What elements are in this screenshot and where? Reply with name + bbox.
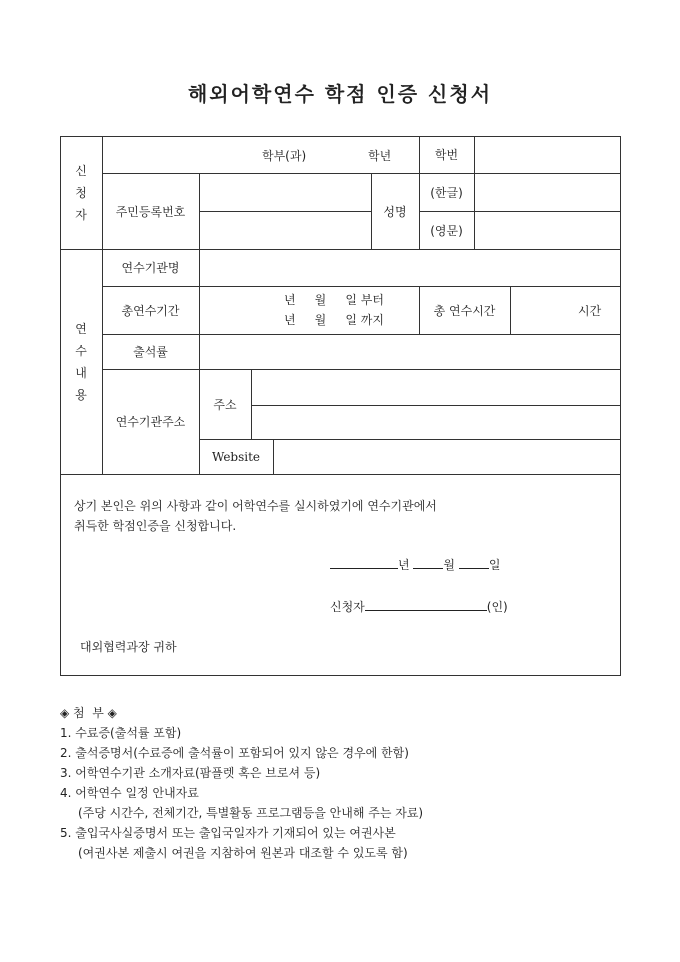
label-char: 내 <box>75 365 87 380</box>
attachment-item-note: (여권사본 제출시 여권을 지참하여 원본과 대조할 수 있도록 함) <box>78 846 408 860</box>
statement-line-2: 취득한 학점인증을 신청합니다. <box>74 519 237 533</box>
attendance-label: 출석률 <box>133 345 168 359</box>
recipient: 대외협력과장 귀하 <box>80 640 177 654</box>
resident-no-label: 주민등록번호 <box>115 204 186 219</box>
institution-name-label: 연수기관명 <box>121 261 180 275</box>
student-no-label: 학번 <box>434 148 459 162</box>
page-title: 해외어학연수 학점 인증 신청서 <box>187 82 493 106</box>
institution-name-field[interactable] <box>200 250 620 286</box>
label-char: 청 <box>75 185 87 200</box>
hours-unit: 시간 <box>578 304 602 318</box>
label-char: 자 <box>75 207 87 222</box>
day-text: 일 <box>488 558 501 572</box>
month-blank[interactable] <box>413 556 443 569</box>
student-no-field[interactable] <box>475 137 620 173</box>
website-field[interactable] <box>274 440 620 474</box>
total-period-label: 총연수기간 <box>121 303 180 318</box>
year-blank[interactable] <box>330 556 398 569</box>
attendance-field[interactable] <box>200 335 620 369</box>
label-char: 신 <box>75 163 87 178</box>
statement-line-1: 상기 본인은 위의 사항과 같이 어학연수를 실시하였기에 연수기관에서 <box>74 499 437 513</box>
label-char: 수 <box>75 343 87 358</box>
address-field-2[interactable] <box>252 406 620 439</box>
website-label: Website <box>211 449 261 464</box>
year-label: 학년 <box>368 149 392 163</box>
signature-blank[interactable] <box>365 598 487 611</box>
resident-no-field-1[interactable] <box>200 174 371 211</box>
divider <box>60 474 620 475</box>
seal-text: (인) <box>486 600 508 614</box>
label-char: 용 <box>75 387 87 402</box>
resident-no-field-2[interactable] <box>200 212 371 249</box>
signature-line <box>330 598 508 615</box>
name-english-field[interactable] <box>475 212 620 249</box>
date-line <box>330 556 500 573</box>
period-to[interactable]: 년 월 일 까지 <box>284 313 384 327</box>
divider <box>60 675 621 676</box>
address-label: 주소 <box>213 397 237 412</box>
label-char: 연 <box>75 321 87 336</box>
name-english-label: (영문) <box>430 223 463 238</box>
attachment-item: 1. 수료증(출석률 포함) <box>60 726 182 740</box>
attachment-item: 5. 출입국사실증명서 또는 출입국일자가 기재되어 있는 여권사본 <box>60 826 396 840</box>
attachment-item-note: (주당 시간수, 전체기간, 특별활동 프로그램등을 안내해 주는 자료) <box>78 806 424 820</box>
applicant-section-label <box>60 136 102 249</box>
applicant-text: 신청자 <box>330 600 365 614</box>
year-text: 년 <box>398 558 410 572</box>
training-section-label <box>60 249 102 474</box>
institution-address-label: 연수기관주소 <box>115 415 186 429</box>
name-korean-label: (한글) <box>430 185 463 200</box>
attachment-item: 2. 출석증명서(수료증에 출석률이 포함되어 있지 않은 경우에 한함) <box>60 746 409 760</box>
day-blank[interactable] <box>459 556 489 569</box>
name-korean-field[interactable] <box>475 174 620 211</box>
month-text: 월 <box>443 558 456 572</box>
attachment-item: 4. 어학연수 일정 안내자료 <box>60 786 199 800</box>
attachments-heading: ◈ 첨 부 ◈ <box>60 706 117 720</box>
address-field-1[interactable] <box>252 370 620 405</box>
period-from[interactable]: 년 월 일 부터 <box>284 293 384 307</box>
dept-label: 학부(과) <box>262 149 307 163</box>
divider <box>620 136 621 676</box>
attachment-item: 3. 어학연수기관 소개자료(팜플렛 혹은 브로셔 등) <box>60 766 321 780</box>
total-hours-label: 총 연수시간 <box>433 303 496 318</box>
name-label: 성명 <box>383 204 407 219</box>
divider <box>510 286 511 334</box>
